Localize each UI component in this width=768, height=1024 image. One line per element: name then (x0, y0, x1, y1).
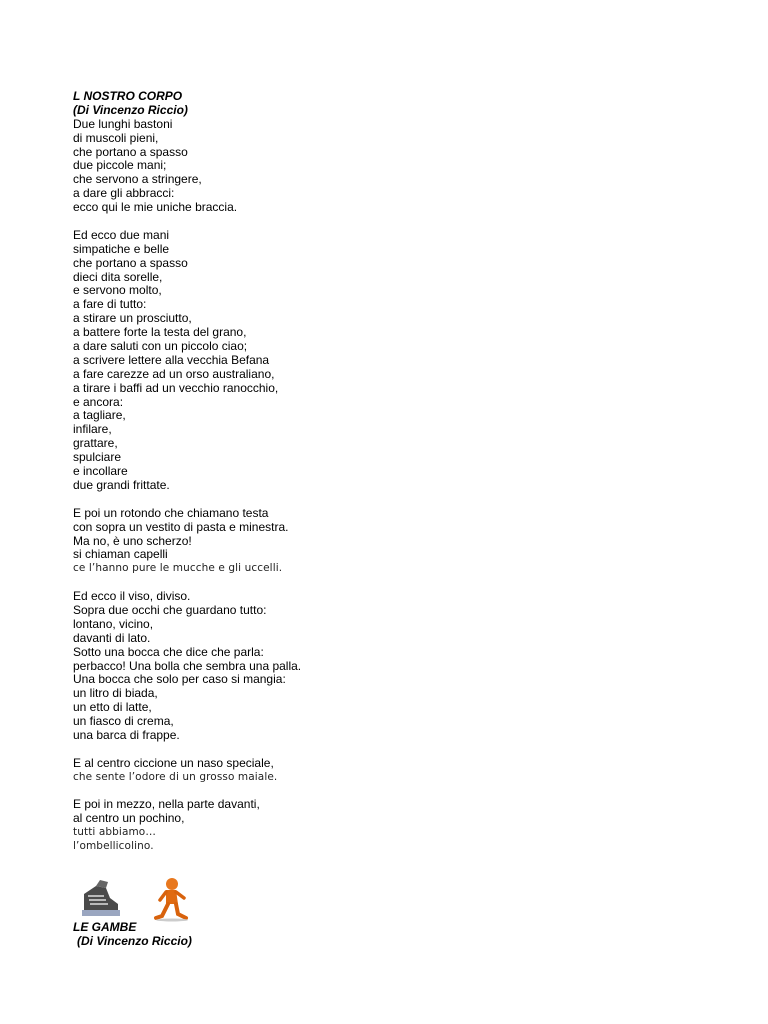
sneaker-icon (78, 876, 198, 922)
running-figure-icon (156, 878, 188, 922)
poem-line: a fare di tutto: (73, 297, 147, 312)
poem-line: E poi un rotondo che chiamano testa (73, 505, 269, 520)
poem-line: Due lunghi bastoni (73, 116, 173, 131)
poem-line: due grandi frittate. (73, 477, 170, 492)
sneaker-icon (82, 880, 120, 916)
stanza (73, 229, 693, 493)
poem-line: spulciare (73, 450, 122, 465)
poem-line: a dare saluti con un piccolo ciao; (73, 339, 248, 354)
poem-line: e servono molto, (73, 283, 162, 298)
poem-line: a tagliare, (73, 408, 126, 423)
poem-line: a tirare i baffi ad un vecchio ranocchio, (73, 380, 279, 395)
stanza-gap (73, 743, 693, 757)
poem-title: L NOSTRO CORPO (73, 89, 183, 103)
poem-line: e ancora: (73, 394, 124, 409)
poem-line: con sopra un vestito di pasta e minestra. (73, 519, 289, 534)
stanza (73, 757, 693, 785)
poem (73, 90, 693, 854)
stanza-gap (73, 785, 693, 799)
poem-line: tutti abbiamo… (73, 826, 156, 839)
poem-line: Sopra due occhi che guardano tutto: (73, 602, 267, 617)
poem-body (73, 118, 693, 854)
stanza (73, 590, 693, 743)
stanza-gap (73, 215, 693, 229)
poem-line: una barca di frappe. (73, 727, 180, 742)
stanza-gap (73, 493, 693, 507)
poem-line: Ma no, è uno scherzo! (73, 533, 192, 548)
stanza (73, 118, 693, 215)
poem-line: che portano a spasso (73, 144, 188, 159)
poem-line: un fiasco di crema, (73, 714, 174, 729)
poem-line: al centro un pochino, (73, 811, 185, 826)
poem-line: ecco qui le mie uniche braccia. (73, 200, 238, 215)
poem-line: ce l’hanno pure le mucche e gli uccelli. (73, 562, 283, 575)
stanza-gap (73, 576, 693, 590)
poem-line: che sente l’odore di un grosso maiale. (73, 770, 278, 783)
poem-line: dieci dita sorelle, (73, 269, 163, 284)
poem-line: davanti di lato. (73, 630, 151, 645)
poem-line: Ed ecco il viso, diviso. (73, 589, 191, 604)
poem-line: Una bocca che solo per caso si mangia: (73, 672, 286, 687)
stanza (73, 507, 693, 576)
poem-line: a dare gli abbracci: (73, 186, 175, 201)
poem-line: simpatiche e belle (73, 241, 170, 256)
poem-line: E al centro ciccione un naso speciale, (73, 755, 274, 770)
poem-line: a fare carezze ad un orso australiano, (73, 366, 275, 381)
poem-line: infilare, (73, 422, 112, 437)
poem-line: perbacco! Una bolla che sembra una palla. (73, 658, 302, 673)
section-author: (Di Vincenzo Riccio) (77, 934, 192, 948)
poem-line: grattare, (73, 436, 118, 451)
stanza (73, 798, 693, 854)
poem-line: due piccole mani; (73, 158, 167, 173)
poem-line: lontano, vicino, (73, 616, 154, 631)
poem-line: un litro di biada, (73, 686, 158, 701)
poem-line: a battere forte la testa del grano, (73, 325, 247, 340)
poem-author: (Di Vincenzo Riccio) (73, 102, 188, 117)
illustrations (78, 876, 198, 922)
poem-line: Ed ecco due mani (73, 227, 170, 242)
poem-line: l’ombellicolino. (73, 840, 154, 853)
poem-line: Sotto una bocca che dice che parla: (73, 644, 264, 659)
poem-line: che portano a spasso (73, 255, 188, 270)
poem-line: si chiaman capelli (73, 547, 168, 562)
poem-line: che servono a stringere, (73, 172, 202, 187)
poem-line: e incollare (73, 464, 128, 479)
poem-line: E poi in mezzo, nella parte davanti, (73, 797, 260, 812)
section-title: LE GAMBE (73, 920, 137, 934)
poem-line: un etto di latte, (73, 700, 152, 715)
poem-line: a stirare un prosciutto, (73, 311, 192, 326)
poem-line: di muscoli pieni, (73, 130, 159, 145)
poem-line: a scrivere lettere alla vecchia Befana (73, 352, 270, 367)
